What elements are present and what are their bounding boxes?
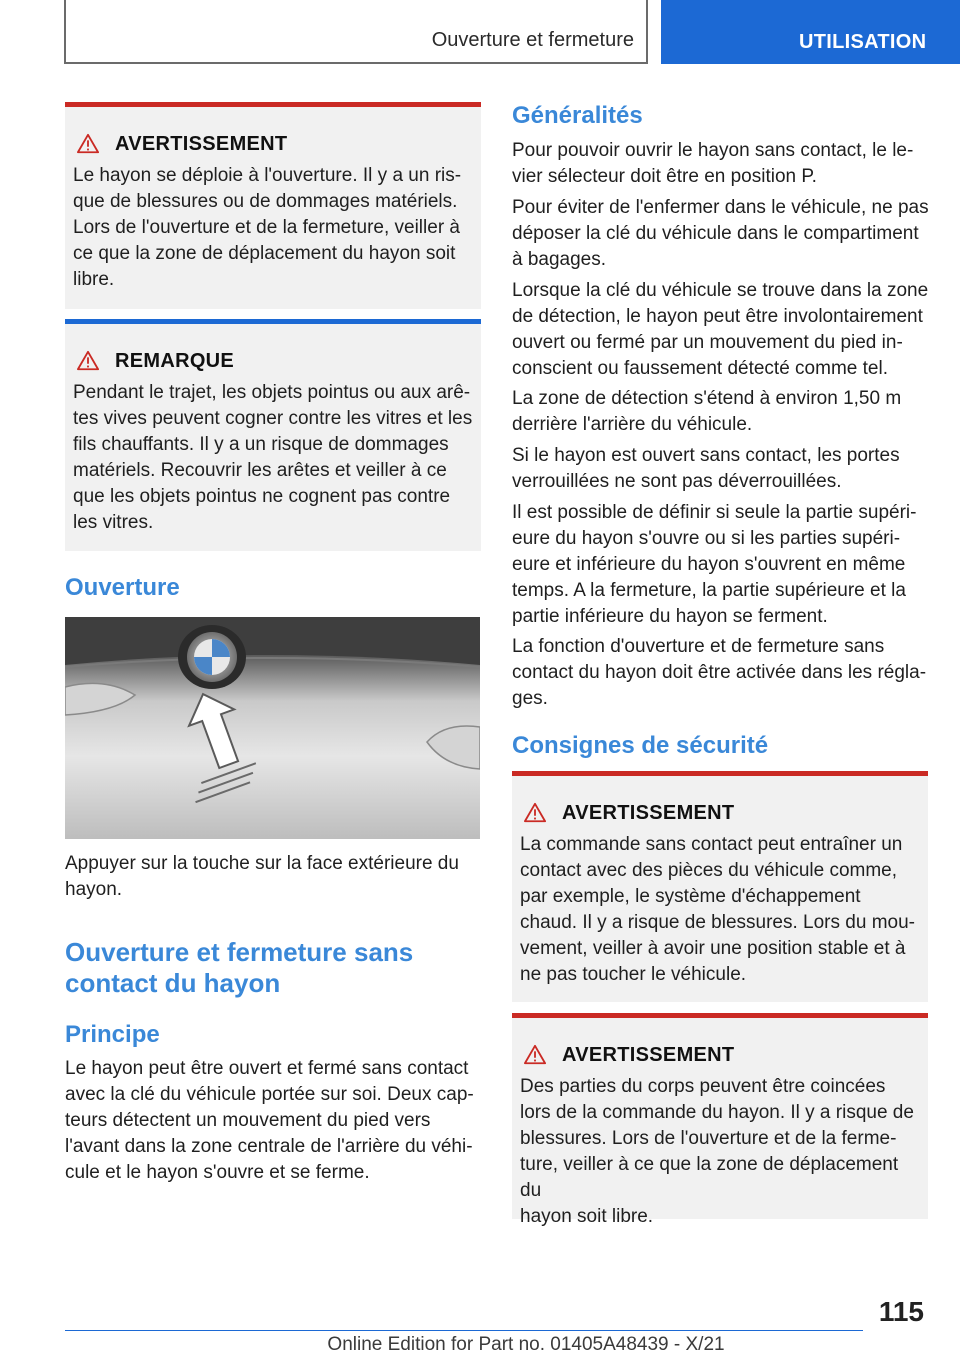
heading-line: Ouverture et fermeture sans (65, 937, 414, 967)
text-line: Pour éviter de l'enfermer dans le véhicule, ne pas (512, 197, 929, 218)
header-section-title-box (64, 0, 648, 64)
footer-edition (0, 1334, 960, 1356)
warning-title: AVERTISSEMENT (562, 801, 735, 824)
heading-contactless-hatch (65, 937, 481, 999)
paragraph-upper-lower-parts (512, 500, 932, 630)
text-line: que de blessures ou de dommages matériels. (73, 191, 458, 212)
warning-title: AVERTISSEMENT (562, 1043, 735, 1066)
text-line: contact avec des pièces du véhicule comme, (520, 860, 898, 881)
text-line: Des parties du corps peuvent être coincées (520, 1076, 886, 1097)
warning-title-row (73, 129, 473, 159)
text-line: fils chauffants. Il y a un risque de dommages (73, 434, 449, 455)
text-line: lors de la commande du hayon. Il y a risque de (520, 1102, 914, 1123)
text-line: chaud. Il y a risque de blessures. Lors du mou- (520, 912, 915, 933)
principe-paragraph (65, 1056, 481, 1186)
warning-text (520, 1074, 920, 1230)
warning-text (520, 832, 920, 988)
warning-title-row (520, 1040, 920, 1070)
text-line: Il est possible de définir si seule la partie supéri- (512, 502, 917, 523)
paragraph-detection-zone (512, 278, 932, 382)
text-line: ne pas toucher le véhicule. (520, 964, 747, 985)
paragraph-key-storage (512, 195, 932, 273)
heading-line: contact du hayon (65, 968, 281, 998)
text-line: Pour pouvoir ouvrir le hayon sans contact, le le- (512, 140, 914, 161)
warning-triangle-icon (77, 350, 99, 372)
chapter-title: UTILISATION (799, 31, 927, 53)
text-line: les vitres. (73, 512, 154, 533)
text-line: contact du hayon doit être activée dans les régla- (512, 662, 927, 683)
section-title: Ouverture et fermeture (431, 29, 634, 51)
text-line: l'avant dans la zone centrale de l'arrière du véhi- (65, 1136, 473, 1157)
text-line: derrière l'arrière du véhicule. (512, 414, 753, 435)
notice-box-sharp-objects (65, 319, 481, 551)
warning-box-exhaust (512, 771, 928, 1002)
text-line: Si le hayon est ouvert sans contact, les portes (512, 445, 900, 466)
warning-triangle-icon (524, 802, 546, 824)
text-line: eure et inférieure du hayon s'ouvrent en même (512, 554, 906, 575)
heading-ouverture: Ouverture (65, 574, 180, 601)
text-line: à bagages. (512, 249, 607, 270)
text-line: La zone de détection s'étend à environ 1,50 m (512, 388, 902, 409)
warning-triangle-icon (524, 1044, 546, 1066)
header-chapter-tab (661, 0, 960, 64)
warning-title-row (520, 798, 920, 828)
text-line: Pendant le trajet, les objets pointus ou aux arê- (73, 382, 471, 403)
text-line: matériels. Recouvrir les arêtes et veiller à ce (73, 460, 447, 481)
text-line: eure du hayon s'ouvre ou si les parties supéri- (512, 528, 901, 549)
heading-generalites: Généralités (512, 102, 643, 129)
tailgate-button-illustration (65, 617, 480, 839)
text-line: hayon soit libre. (520, 1206, 654, 1227)
notice-title-row (73, 346, 473, 376)
text-line: conscient ou faussement détecté comme tel. (512, 358, 888, 379)
text-line: Le hayon se déploie à l'ouverture. Il y a un ris- (73, 165, 462, 186)
paragraph-doors-locked (512, 443, 932, 495)
paragraph-selector-lever (512, 138, 932, 190)
image-caption (65, 851, 481, 903)
text-line: temps. A la fermeture, la partie supérieure et la (512, 580, 906, 601)
text-line: déposer la clé du véhicule dans le compartiment (512, 223, 919, 244)
text-line: La commande sans contact peut entraîner un (520, 834, 903, 855)
text-line: hayon. (65, 879, 123, 900)
paragraph-detection-range (512, 386, 932, 438)
paragraph-activation-settings (512, 634, 932, 712)
tailgate-illustration-svg (65, 617, 480, 839)
text-line: partie inférieure du hayon se ferment. (512, 606, 828, 627)
text-line: Appuyer sur la touche sur la face extérieure du (65, 853, 459, 874)
warning-triangle-icon (77, 133, 99, 155)
page-number: 115 (878, 1296, 924, 1327)
text-line: blessures. Lors de l'ouverture et de la ferme- (520, 1128, 897, 1149)
text-line: vement, veiller à avoir une position stable et à (520, 938, 906, 959)
text-line: ce que la zone de déplacement du hayon soit (73, 243, 456, 264)
warning-box-hatch-deploy (65, 102, 481, 309)
text-line: Lorsque la clé du véhicule se trouve dans la zone (512, 280, 929, 301)
text-line: de détection, le hayon peut être involontairement (512, 306, 923, 327)
warning-box-body-parts (512, 1013, 928, 1227)
text-line: libre. (73, 269, 115, 290)
footer-edition-text: Online Edition for Part no. 01405A48439 - X/21 (327, 1334, 725, 1355)
text-line: verrouillées ne sont pas déverrouillées. (512, 471, 842, 492)
text-line: ture, veiller à ce que la zone de déplacement du (520, 1154, 899, 1201)
heading-principe: Principe (65, 1021, 160, 1048)
text-line: La fonction d'ouverture et de fermeture sans (512, 636, 885, 657)
footer-divider (65, 1330, 863, 1331)
text-line: avec la clé du véhicule portée sur soi. Deux cap- (65, 1084, 474, 1105)
warning-text (73, 163, 473, 293)
text-line: tes vives peuvent cogner contre les vitres et les (73, 408, 473, 429)
heading-consignes-securite: Consignes de sécurité (512, 732, 769, 759)
text-line: vier sélecteur doit être en position P. (512, 166, 817, 187)
warning-title: AVERTISSEMENT (115, 132, 288, 155)
text-line: par exemple, le système d'échappement (520, 886, 861, 907)
notice-title: REMARQUE (115, 349, 235, 372)
text-line: ges. (512, 688, 548, 709)
text-line: Lors de l'ouverture et de la fermeture, veiller à (73, 217, 460, 238)
text-line: Le hayon peut être ouvert et fermé sans contact (65, 1058, 469, 1079)
text-line: que les objets pointus ne cognent pas contre (73, 486, 451, 507)
notice-text (73, 380, 473, 536)
text-line: ouvert ou fermé par un mouvement du pied in- (512, 332, 903, 353)
text-line: teurs détectent un mouvement du pied vers (65, 1110, 431, 1131)
text-line: cule et le hayon s'ouvre et se ferme. (65, 1162, 370, 1183)
